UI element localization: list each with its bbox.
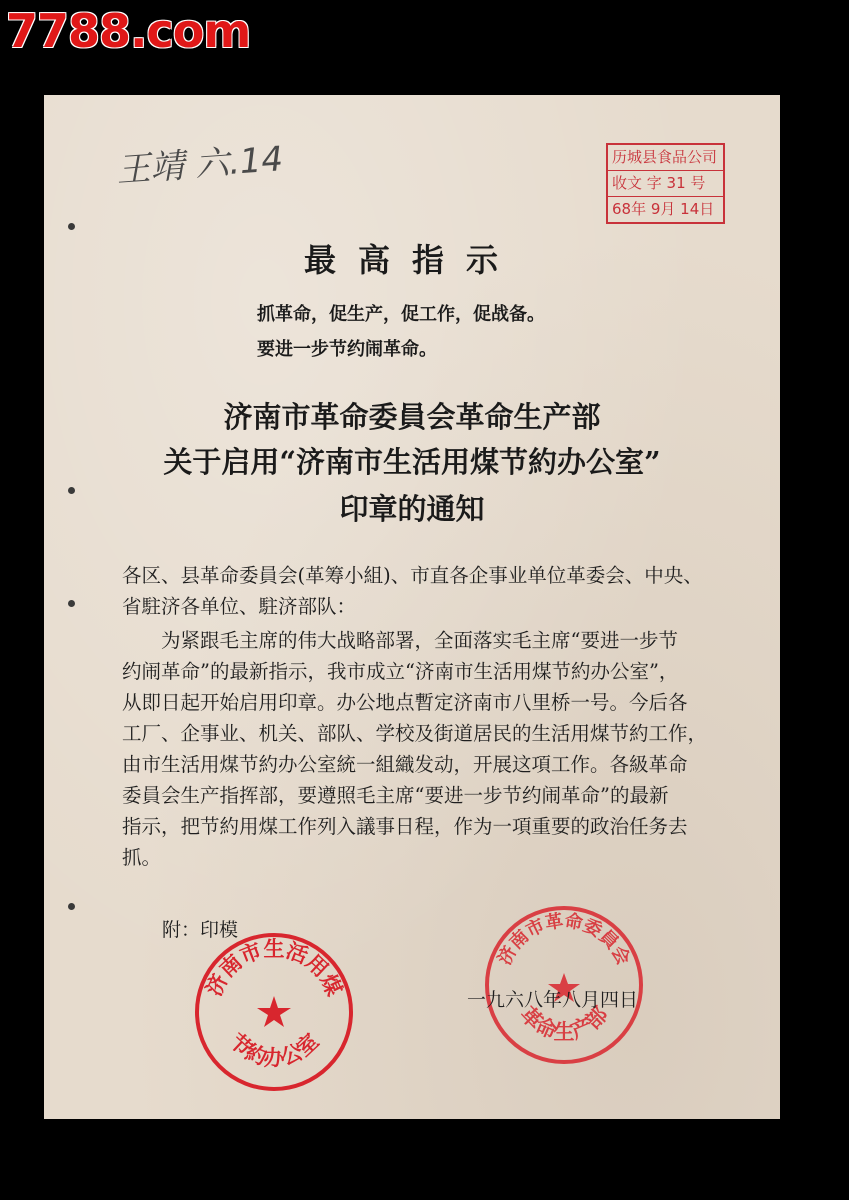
addressee-line: 省駐济各单位、駐济部队： <box>122 595 357 618</box>
page-title: 最高指示 <box>303 241 520 279</box>
site-watermark: 7788.com <box>6 4 251 58</box>
punch-hole <box>68 903 75 910</box>
receipt-stamp <box>606 143 725 224</box>
notice-heading-line: 济南市革命委員会革命生产部 <box>223 400 601 434</box>
svg-text:济南市生活用煤 <box>202 937 347 1000</box>
body-line: 约闹革命”的最新指示，我市成立“济南市生活用煤节約办公室”， <box>122 660 679 683</box>
receipt-stamp-company: 历城县食品公司 <box>608 145 723 171</box>
seal-right-bottom-text: 革命生产部 <box>515 1002 613 1044</box>
notice-heading-line: 关于启用“济南市生活用煤节約办公室” <box>163 445 661 479</box>
body-line: 为紧跟毛主席的伟大战略部署，全面落实毛主席“要进一步节 <box>161 629 678 652</box>
seal-left-bottom-text: 节約办公室 <box>224 1029 324 1071</box>
quote-line: 要进一步节约闹革命。 <box>257 339 437 360</box>
body-line: 从即日起开始启用印章。办公地点暫定济南市八里桥一号。今后各 <box>122 691 688 714</box>
document-page <box>44 95 780 1119</box>
punch-hole <box>68 600 75 607</box>
receipt-stamp-number: 收文 字 31 号 <box>608 171 723 197</box>
body-line: 抓。 <box>122 846 162 869</box>
notice-heading-line: 印章的通知 <box>339 492 485 526</box>
receipt-stamp-date: 68年 9月 14日 <box>612 200 715 218</box>
addressee <box>122 560 722 622</box>
notice-body <box>122 625 722 873</box>
punch-hole <box>68 223 75 230</box>
body-line: 工厂、企事业、机关、部队、学校及街道居民的生活用煤节約工作， <box>122 722 708 745</box>
body-line: 由市生活用煤节約办公室統一組織发动，开展这項工作。各級革命 <box>122 753 688 776</box>
svg-text:济南市革命委員会 <box>493 910 634 969</box>
seal-left-top-text: 济南市生活用煤 <box>201 937 347 1000</box>
body-line: 指示，把节約用煤工作列入議事日程，作为一項重要的政治任务去 <box>122 815 688 838</box>
attachment-label: 附：印模 <box>162 919 239 941</box>
body-line: 委員会生产指挥部，要遵照毛主席“要进一步节约闹革命”的最新 <box>122 784 669 807</box>
seal-right-top-text: 济南市革命委員会 <box>494 910 634 969</box>
seal-left <box>192 930 356 1094</box>
svg-text:节約办公室 <box>225 1029 324 1070</box>
seal-star-icon <box>257 996 291 1027</box>
quote-line: 抓革命，促生产，促工作，促战备。 <box>257 304 545 325</box>
addressee-line: 各区、县革命委員会(革筹小組)、市直各企事业单位革委会、中央、 <box>122 564 703 587</box>
handwritten-note: 王靖 六.14 <box>115 139 285 191</box>
issue-date: 一九六八年八月四日 <box>467 989 639 1011</box>
